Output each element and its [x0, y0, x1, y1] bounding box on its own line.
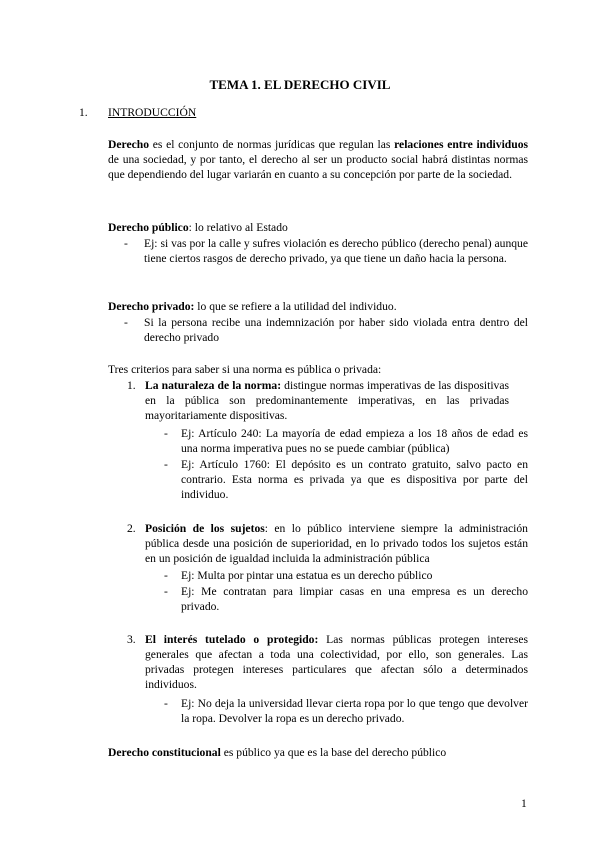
privado-example: Si la persona recibe una indemnización por haber sido violada entra dentro del derecho privado [144, 316, 528, 344]
page-title: TEMA 1. EL DERECHO CIVIL [209, 77, 391, 92]
criterio-1-example-2: Ej: Artículo 1760: El depósito es un contrato gratuito, salvo pacto en contrario. Esta norma es privada ya que es dispositiva por parte del individuo. [181, 458, 528, 501]
constitucional-definition: Derecho constitucional es público ya que es la base del derecho público [108, 746, 447, 759]
bullet-dash: - [124, 237, 128, 250]
bullet-dash: - [164, 585, 168, 598]
criterios-intro: Tres criterios para saber si una norma es pública o privada: [108, 363, 382, 376]
intro-paragraph: Derecho es el conjunto de normas jurídicas que regulan las relaciones entre individuos de una sociedad, y por tanto, el derecho al ser un producto social habrá distintas normas que dependiendo del lugar variarán en cuanto a su concepción por parte de la sociedad. [108, 138, 529, 181]
bullet-dash: - [164, 569, 168, 582]
criterio-2-example-2: Ej: Me contratan para limpiar casas en una empresa es un derecho privado. [181, 585, 528, 613]
criterio-2-text: Posición de los sujetos: en lo público interviene siempre la administración pública desde una posición de superioridad, en lo privado todos los sujetos están en un posición de igualdad incluida la administración pública [145, 522, 528, 565]
criterio-3-example-1: Ej: No deja la universidad llevar cierta ropa por lo que tengo que devolver la ropa. Devolver la ropa es un derecho privado. [181, 697, 528, 725]
list-number: 1. [127, 379, 136, 392]
criterio-1-example-1: Ej: Artículo 240: La mayoría de edad empieza a los 18 años de edad es una norma imperativa pues no se puede cambiar (pública) [181, 427, 528, 455]
publico-definition: Derecho público: lo relativo al Estado [108, 221, 288, 234]
list-number: 2. [127, 522, 136, 535]
bullet-dash: - [164, 458, 168, 471]
privado-definition: Derecho privado: lo que se refiere a la utilidad del individuo. [108, 300, 397, 313]
section-heading: INTRODUCCIÓN [108, 106, 197, 119]
publico-example: Ej: si vas por la calle y sufres violación es derecho público (derecho penal) aunque tiene ciertos rasgos de derecho privado, ya que tiene un daño hacia la persona. [144, 237, 528, 265]
criterio-1-text: La naturaleza de la norma: distingue normas imperativas de las dispositivas en la pública son predominantemente imperativas, en las privadas mayoritariamente dispositivas. [145, 379, 509, 422]
section-number: 1. [79, 106, 88, 119]
criterio-2-example-1: Ej: Multa por pintar una estatua es un derecho público [181, 569, 433, 582]
bullet-dash: - [124, 316, 128, 329]
criterio-3-text: El interés tutelado o protegido: Las normas públicas protegen intereses generales que afectan a toda una colectividad, por ello, son generales. Las privadas protegen intereses particulares que afectan sólo a determinados individuos. [145, 633, 528, 691]
bullet-dash: - [164, 427, 168, 440]
bullet-dash: - [164, 697, 168, 710]
page-number: 1 [521, 797, 527, 810]
list-number: 3. [127, 633, 136, 646]
